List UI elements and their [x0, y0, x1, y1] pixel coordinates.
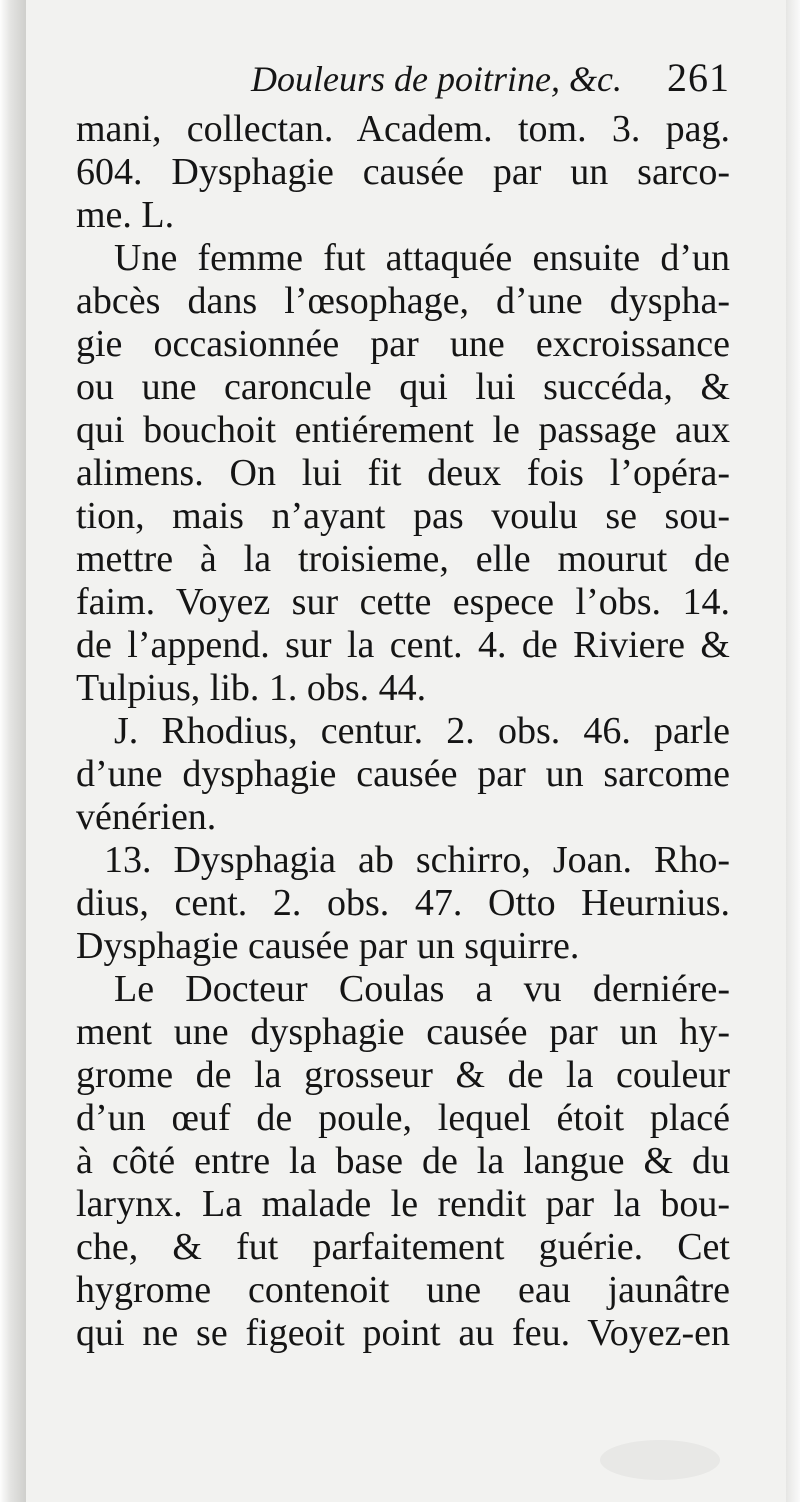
text-block: [76, 48, 730, 1355]
text-line: larynx. La malade le rendit par la bou-: [76, 1183, 730, 1225]
text-line: tion, mais n’ayant pas voulu se sou-: [76, 495, 730, 537]
print-smudge: [600, 1440, 720, 1480]
text-line: mettre à la troisieme, elle mourut de: [76, 538, 730, 580]
text-line: de l’append. sur la cent. 4. de Riviere &: [76, 624, 730, 666]
text-line: gie occasionnée par une excroissance: [76, 323, 730, 365]
text-line: J. Rhodius, centur. 2. obs. 46. parle: [114, 710, 730, 752]
text-line: mani, collectan. Academ. tom. 3. pag.: [76, 108, 730, 150]
text-line: abcès dans l’œsophage, d’une dyspha-: [76, 280, 730, 322]
text-line: Tulpius, lib. 1. obs. 44.: [76, 667, 427, 709]
text-line: hygrome contenoit une eau jaunâtre: [76, 1269, 730, 1311]
page-number: 261: [667, 55, 730, 100]
text-line: dius, cent. 2. obs. 47. Otto Heurnius.: [76, 882, 730, 924]
text-line: Dysphagie causée par un squirre.: [76, 925, 580, 967]
text-line: ment une dysphagie causée par un hy-: [76, 1011, 730, 1053]
text-line: à côté entre la base de la langue & du: [76, 1140, 730, 1182]
text-line: che, & fut parfaitement guérie. Cet: [76, 1226, 730, 1268]
text-line: qui bouchoit entiérement le passage aux: [76, 409, 730, 451]
page-edge: [786, 0, 800, 1502]
text-line: alimens. On lui fit deux fois l’opéra-: [76, 452, 730, 494]
text-line: vénérien.: [76, 796, 217, 838]
text-line: me. L.: [76, 194, 175, 236]
page-gutter-shadow: [0, 0, 26, 1502]
running-title: Douleurs de poitrine, &c.: [251, 59, 622, 99]
text-line: Une femme fut attaquée ensuite d’un: [114, 237, 730, 279]
running-head: [76, 48, 730, 108]
text-line: ou une caroncule qui lui succéda, &: [76, 366, 730, 408]
text-line: 13. Dysphagia ab schirro, Joan. Rho-: [104, 839, 730, 881]
text-line: d’une dysphagie causée par un sarcome: [76, 753, 730, 795]
text-line: grome de la grosseur & de la couleur: [76, 1054, 730, 1096]
text-line: faim. Voyez sur cette espece l’obs. 14.: [76, 581, 730, 623]
text-line: d’un œuf de poule, lequel étoit placé: [76, 1097, 730, 1139]
text-line: qui ne se figeoit point au feu. Voyez-en: [76, 1312, 730, 1354]
text-line: Le Docteur Coulas a vu derniére-: [114, 968, 730, 1010]
text-line: 604. Dysphagie causée par un sarco-: [76, 151, 730, 193]
